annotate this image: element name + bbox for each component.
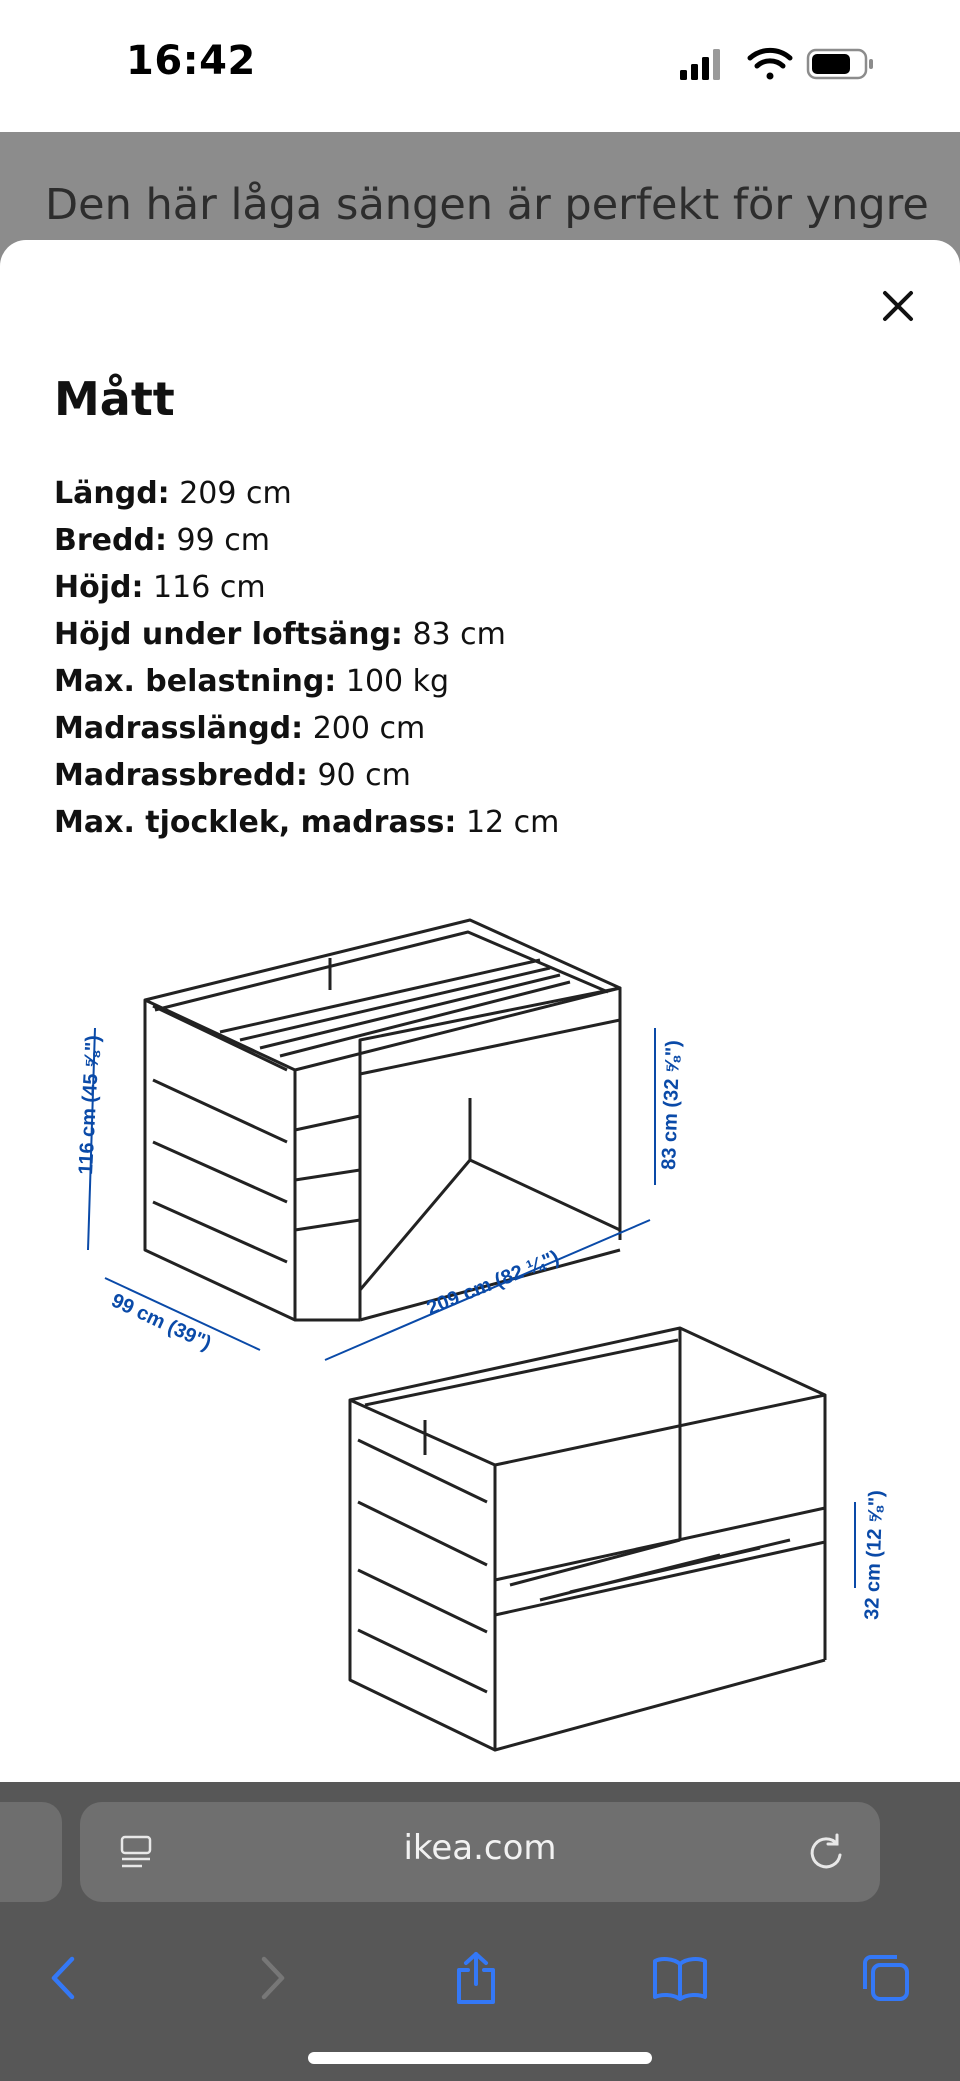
signal-icon <box>680 49 720 80</box>
close-icon <box>881 289 915 323</box>
forward-button[interactable] <box>232 1928 312 2028</box>
sheet-title: Mått <box>54 372 175 426</box>
dimension-row: Max. tjocklek, madrass: 12 cm <box>54 805 560 840</box>
browser-toolbar <box>0 1928 960 2028</box>
length-label: 209 cm (82 ¼") <box>423 1246 563 1320</box>
browser-chrome <box>0 1782 960 2081</box>
bookmarks-button[interactable] <box>640 1928 720 2028</box>
wifi-icon <box>750 50 790 79</box>
low-height-label: 32 cm (12 ⅝") <box>861 1489 888 1621</box>
dimensions-sheet <box>0 240 960 1782</box>
previous-tab-peek[interactable] <box>0 1802 62 1902</box>
bookmarks-icon <box>651 1954 709 2002</box>
loft-dimension-lines <box>88 1028 655 1360</box>
status-bar <box>0 0 960 132</box>
battery-icon <box>808 50 873 78</box>
dimensions-list <box>54 470 559 846</box>
dimension-row: Madrasslängd: 200 cm <box>54 711 426 746</box>
tabs-icon <box>859 1951 913 2005</box>
url-text: ikea.com <box>403 1828 557 1868</box>
status-icons <box>678 44 878 84</box>
share-icon <box>451 1950 501 2006</box>
dimension-row: Madrassbredd: 90 cm <box>54 758 411 793</box>
back-button[interactable] <box>24 1928 104 2028</box>
tabs-button[interactable] <box>846 1928 926 2028</box>
status-time: 16:42 <box>126 38 256 84</box>
background-intro-text: Den här låga sängen är perfekt för yngre <box>45 180 929 230</box>
share-button[interactable] <box>436 1928 516 2028</box>
width-label: 99 cm (39") <box>107 1289 215 1355</box>
bed-dimension-illustration <box>70 880 910 1780</box>
dimension-row: Höjd: 116 cm <box>54 570 266 605</box>
height-label: 116 cm (45 ⅝") <box>75 1034 105 1176</box>
dimension-row: Bredd: 99 cm <box>54 523 270 558</box>
address-bar[interactable] <box>80 1802 880 1902</box>
reload-icon[interactable] <box>804 1830 848 1874</box>
forward-icon <box>252 1953 292 2003</box>
dimension-row: Max. belastning: 100 kg <box>54 664 450 699</box>
close-button[interactable] <box>872 280 924 332</box>
under-height-label: 83 cm (32 ⅝") <box>658 1039 685 1171</box>
low-bed-drawing <box>350 1328 825 1750</box>
home-indicator <box>308 2052 652 2064</box>
dimension-row: Höjd under loftsäng: 83 cm <box>54 617 506 652</box>
dimension-row: Längd: 209 cm <box>54 476 292 511</box>
back-icon <box>44 1953 84 2003</box>
